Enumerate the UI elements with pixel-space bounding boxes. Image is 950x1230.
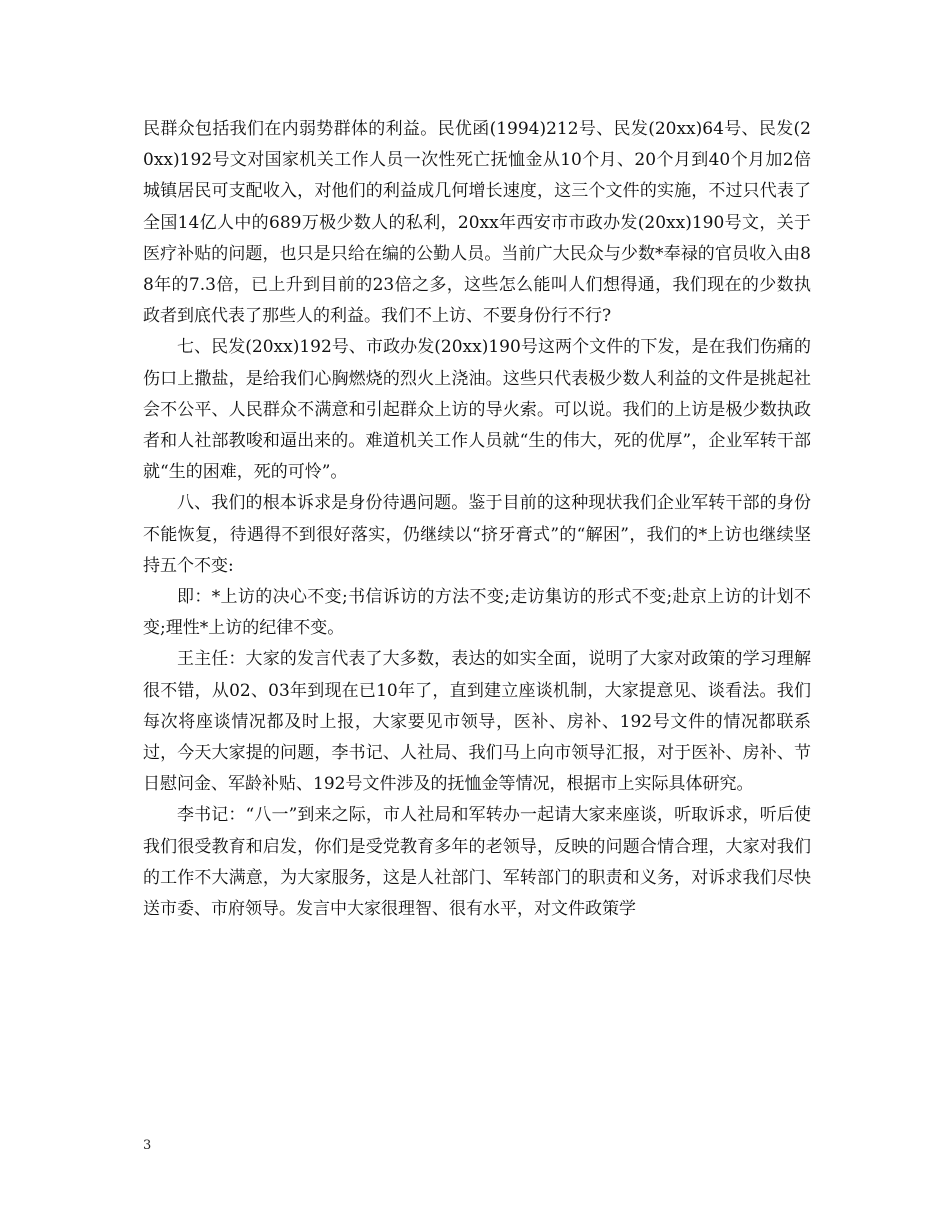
paragraph-1: 民群众包括我们在内弱势群体的利益。民优函(1994)212号、民发(20xx)64号、民发(20xx)192号文对国家机关工作人员一次性死亡抚恤金从10个月、20个月到40个月加2倍城镇居民可支配收入，对他们的利益成几何增长速度，这三个文件的实施，不过只代表了全国14亿人中的689万极少数人的私利，20xx年西安市市政办发(20xx)190号文，关于医疗补贴的问题，也只是只给在编的公勤人员。当前广大民众与少数*奉禄的官员收入由88年的7.3倍，已上升到目前的23倍之多，这些怎么能叫人们想得通，我们现在的少数执政者到底代表了那些人的利益。我们不上访、不要身份行不行? bbox=[143, 119, 811, 327]
page-number: 3 bbox=[143, 1138, 152, 1153]
paragraph-2: 七、民发(20xx)192号、市政办发(20xx)190号这两个文件的下发，是在我们伤痛的伤口上撒盐，是给我们心胸燃烧的烈火上浇油。这些只代表极少数人利益的文件是挑起社会不公平、人民群众不满意和引起群众上访的导火索。可以说。我们的上访是极少数执政者和人社部教唆和逼出来的。难道机关工作人员就“生的伟大，死的优厚”，企业军转干部就“生的困难，死的可怜”。 bbox=[143, 337, 811, 483]
paragraph-4: 即：*上访的决心不变;书信诉访的方法不变;走访集访的形式不变;赴京上访的计划不变;理性*上访的纪律不变。 bbox=[143, 587, 811, 639]
document-body bbox=[143, 114, 811, 925]
paragraph-6: 李书记：“八一”到来之际，市人社局和军转办一起请大家来座谈，听取诉求，听后使我们很受教育和启发，你们是受党教育多年的老领导，反映的问题合情合理，大家对我们的工作不大满意，为大家服务，这是人社部门、军转部门的职责和义务，对诉求我们尽快送市委、市府领导。发言中大家很理智、很有水平，对文件政策学 bbox=[143, 805, 811, 920]
paragraph-5: 王主任：大家的发言代表了大多数，表达的如实全面，说明了大家对政策的学习理解很不错，从02、03年到现在已10年了，直到建立座谈机制，大家提意见、谈看法。我们每次将座谈情况都及时上报，大家要见市领导，医补、房补、192号文件的情况都联系过，今天大家提的问题，李书记、人社局、我们马上向市领导汇报，对于医补、房补、节日慰问金、军龄补贴、192号文件涉及的抚恤金等情况，根据市上实际具体研究。 bbox=[143, 649, 811, 795]
paragraph-3: 八、我们的根本诉求是身份待遇问题。鉴于目前的这种现状我们企业军转干部的身份不能恢复，待遇得不到很好落实，仍继续以“挤牙膏式”的“解困”，我们的*上访也继续坚持五个不变: bbox=[143, 493, 811, 576]
